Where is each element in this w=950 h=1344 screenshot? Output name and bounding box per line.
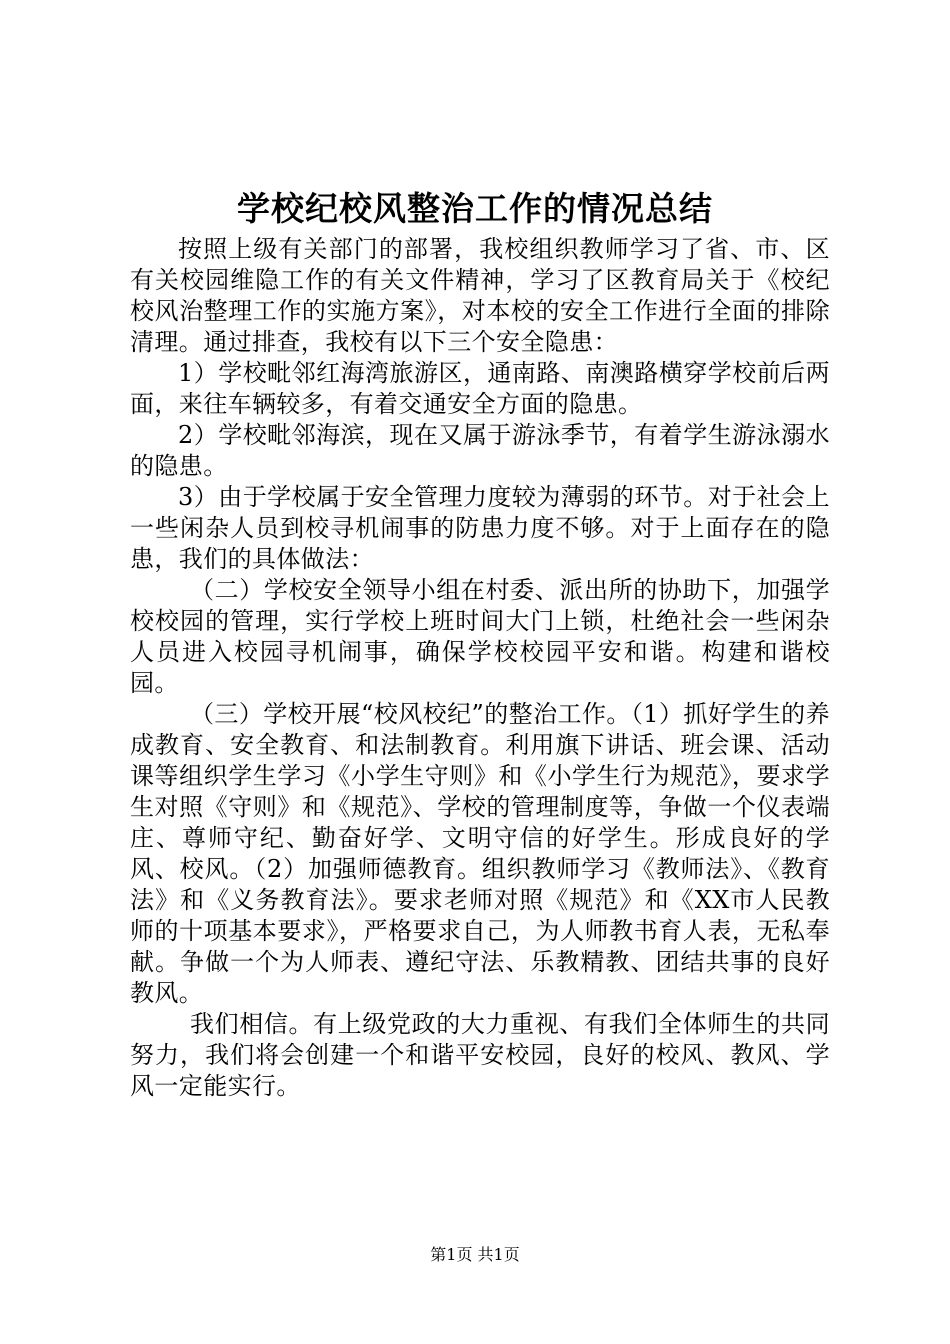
paragraph-conclusion: 我们相信。有上级党政的大力重视、有我们全体师生的共同努力，我们将会创建一个和谐平安校园，良好的校风、教风、学风一定能实行。 <box>130 1010 830 1100</box>
paragraph-intro: 按照上级有关部门的部署，我校组织教师学习了省、市、区有关校园维隐工作的有关文件精神，学习了区教育局关于《校纪校风治整理工作的实施方案》，对本校的安全工作进行全面的排除清理。通过排查，我校有以下三个安全隐患： <box>130 235 830 356</box>
paragraph-hazard-3: 3）由于学校属于安全管理力度较为薄弱的环节。对于社会上一些闲杂人员到校寻机闹事的防患力度不够。对于上面存在的隐患，我们的具体做法： <box>130 483 830 573</box>
document-body <box>130 234 830 1102</box>
paragraph-hazard-1: 1）学校毗邻红海湾旅游区，通南路、南澳路横穿学校前后两面，来往车辆较多，有着交通安全方面的隐患。 <box>130 359 830 418</box>
page-number-footer: 第1页 共1页 <box>430 1245 520 1264</box>
paragraph-hazard-2: 2）学校毗邻海滨，现在又属于游泳季节，有着学生游泳溺水的隐患。 <box>130 421 830 480</box>
paragraph-measure-2: （二）学校安全领导小组在村委、派出所的协助下，加强学校校园的管理，实行学校上班时间大门上锁，杜绝社会一些闲杂人员进入校园寻机闹事，确保学校校园平安和谐。构建和谐校园。 <box>130 576 830 697</box>
paragraph-measure-3: （三）学校开展“校风校纪”的整治工作。（1）抓好学生的养成教育、安全教育、和法制教育。利用旗下讲话、班会课、活动课等组织学生学习《小学生守则》和《小学生行为规范》，要求学生对照《守则》和《规范》、学校的管理制度等，争做一个仪表端庄、尊师守纪、勤奋好学、文明守信的好学生。形成良好的学风、校风。（2）加强师德教育。组织教师学习《教师法》、《教育法》和《义务教育法》。要求老师对照《规范》和《XX市人民教师的十项基本要求》，严格要求自己，为人师教书育人表，无私奉献。争做一个为人师表、遵纪守法、乐教精教、团结共事的良好教风。 <box>130 700 830 1007</box>
document-title: 学校纪校风整治工作的情况总结 <box>237 189 713 228</box>
